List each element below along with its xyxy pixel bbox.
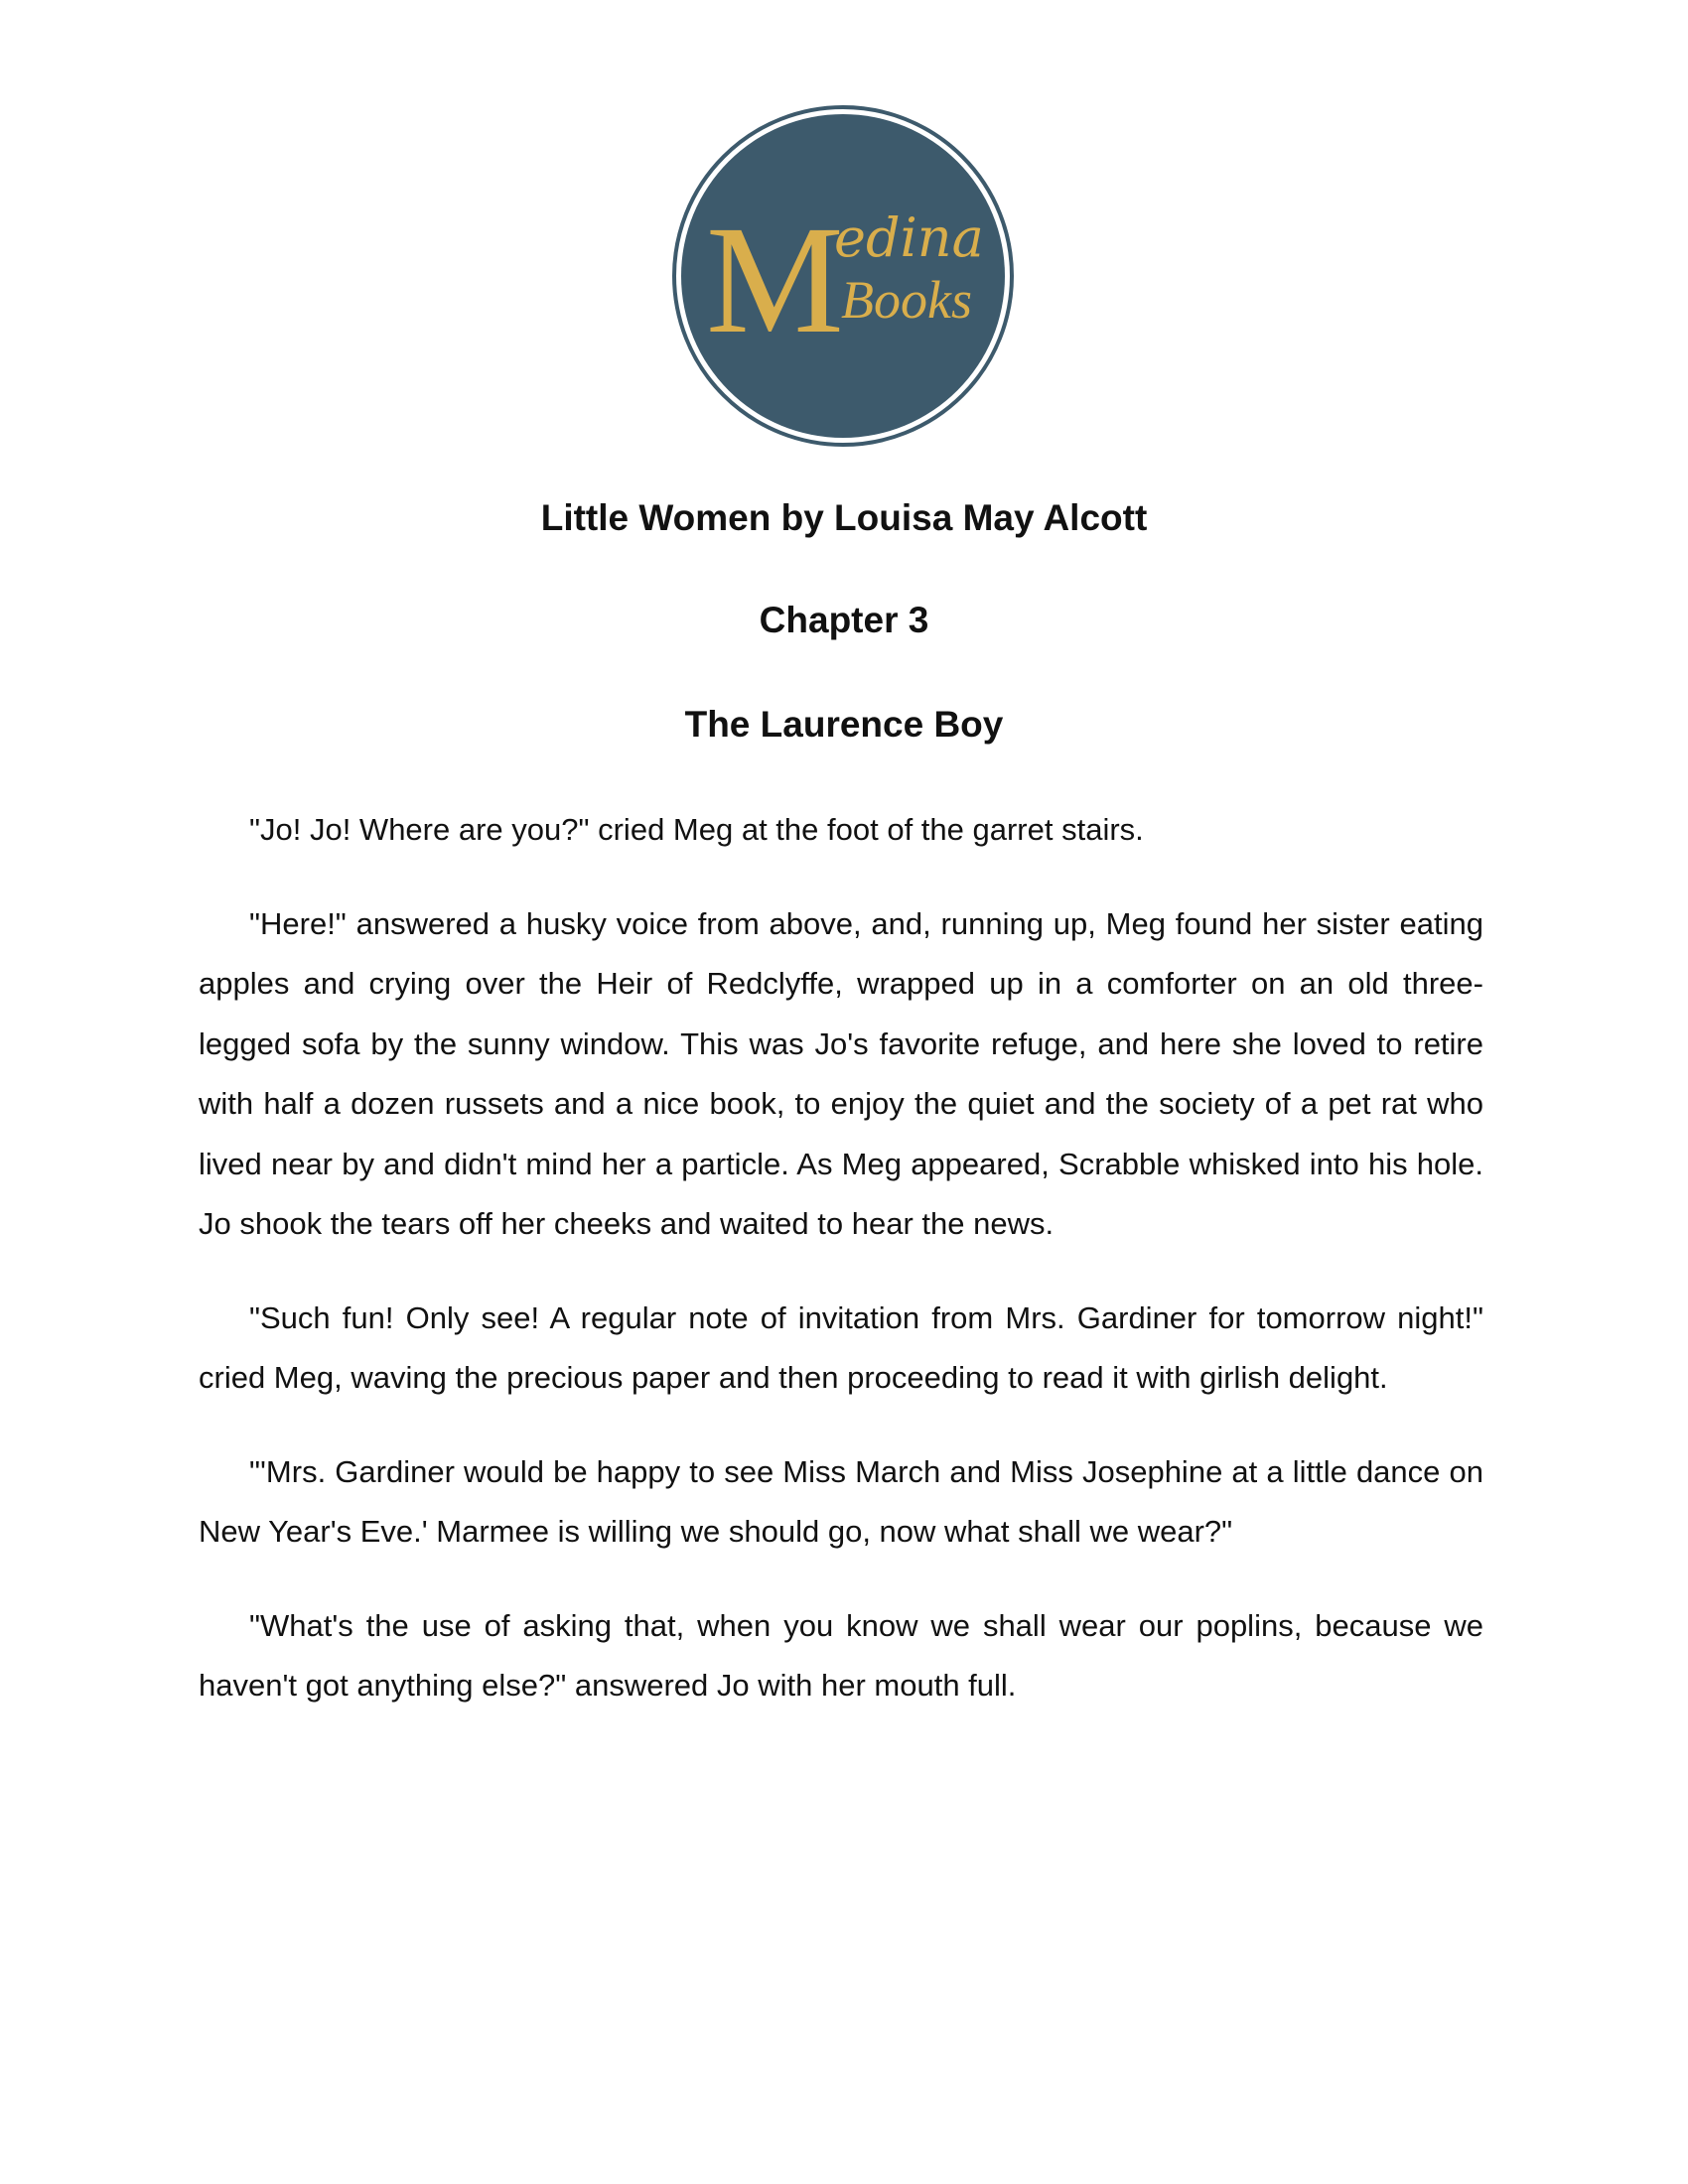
- paragraph: "Here!" answered a husky voice from above, and, running up, Meg found her sister eating apples and crying over the Heir of Redclyffe, wrapped up in a comforter on an old three-legged sofa by the sunny window. This was Jo's favorite refuge, and here she loved to retire with half a dozen russets and a nice book, to enjoy the quiet and the society of a pet rat who lived near by and didn't mind her a particle. As Meg appeared, Scrabble whisked into his hole. Jo shook the tears off her cheeks and waited to hear the news.: [199, 905, 1483, 1241]
- chapter-body: [199, 800, 1483, 1750]
- logo-word-top: edina: [834, 206, 984, 269]
- paragraph: "Such fun! Only see! A regular note of invitation from Mrs. Gardiner for tomorrow night!" cried Meg, waving the precious paper and then proceeding to read it with girlish delight.: [199, 1299, 1483, 1395]
- medina-books-logo: [672, 105, 1014, 447]
- logo-word-bottom: Books: [841, 270, 972, 330]
- chapter-number-heading: Chapter 3: [759, 600, 929, 640]
- chapter-title-heading: The Laurence Boy: [684, 704, 1004, 745]
- paragraph: "Jo! Jo! Where are you?" cried Meg at the foot of the garret stairs.: [249, 812, 1144, 847]
- paragraph: "'Mrs. Gardiner would be happy to see Miss March and Miss Josephine at a little dance on New Year's Eve.' Marmee is willing we should go, now what shall we wear?": [199, 1453, 1483, 1549]
- logo-emblem: [672, 105, 1014, 447]
- book-title-heading: Little Women by Louisa May Alcott: [540, 497, 1148, 538]
- paragraph: "What's the use of asking that, when you know we shall wear our poplins, because we haven't got anything else?" answered Jo with her mouth full.: [199, 1607, 1483, 1703]
- logo-initial: M: [706, 194, 844, 365]
